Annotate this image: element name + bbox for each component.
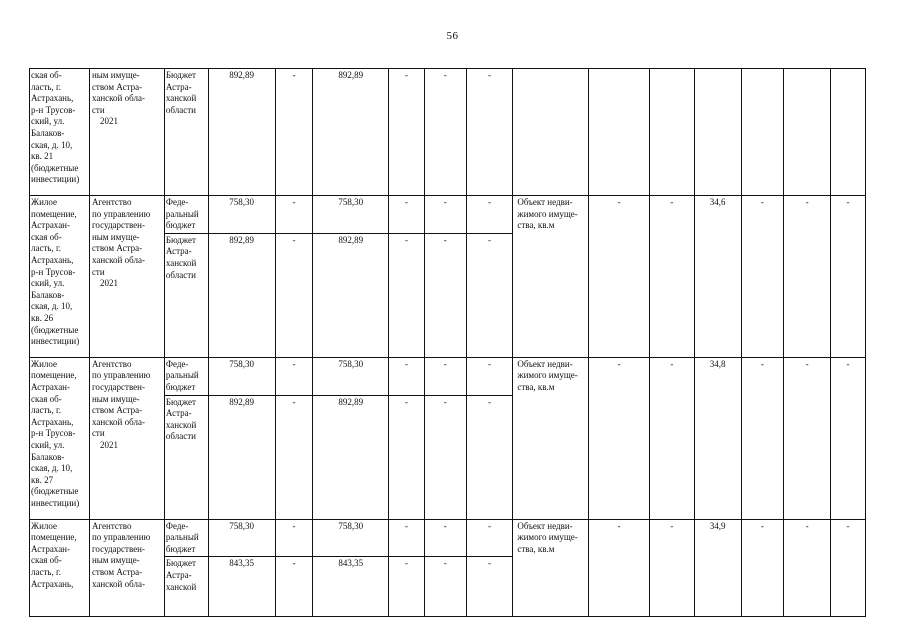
result-col-4-cell bbox=[741, 69, 784, 196]
funding-source-line: ханской bbox=[165, 93, 197, 104]
amount-prior-cell: - bbox=[275, 519, 313, 557]
result-col-6-cell bbox=[831, 69, 866, 196]
org-line: сти bbox=[91, 266, 105, 277]
funding-source-line: ханской bbox=[165, 419, 197, 430]
amount-total-cell: 758,30 bbox=[208, 196, 275, 234]
year-label: 2021 bbox=[99, 116, 118, 127]
object-name-line: Астрахан- bbox=[31, 381, 70, 392]
funding-source-cell bbox=[164, 69, 208, 196]
object-name-line: ласть, г. bbox=[31, 243, 61, 254]
result-col-5-cell: - bbox=[784, 519, 831, 617]
result-col-1-cell: - bbox=[589, 196, 650, 358]
object-kind-cell bbox=[513, 357, 589, 519]
amount-current-cell: 892,89 bbox=[313, 233, 389, 357]
object-name-line: р-н Трусов- bbox=[31, 104, 76, 115]
object-name-line: Балаков- bbox=[31, 451, 65, 462]
amount-prior-cell: - bbox=[275, 357, 313, 395]
funding-source-cell bbox=[164, 196, 208, 234]
object-name-line: ский, ул. bbox=[31, 439, 65, 450]
funding-source-line: бюджет bbox=[165, 381, 196, 392]
year-label: 2021 bbox=[99, 439, 118, 450]
org-line: ным имуще- bbox=[91, 70, 140, 80]
object-name-line: Астрахань, bbox=[31, 93, 74, 104]
org-line: Агентство bbox=[91, 520, 132, 531]
object-name-line: кв. 21 bbox=[31, 151, 54, 162]
org-line: ханской обла- bbox=[91, 93, 145, 104]
result-col-2-cell: - bbox=[649, 196, 694, 358]
amount-year2-cell: - bbox=[389, 395, 425, 519]
object-name-line: ская, д. 10, bbox=[31, 139, 73, 150]
amount-current-cell: 892,89 bbox=[313, 395, 389, 519]
amount-total-cell: 843,35 bbox=[208, 557, 275, 617]
funding-source-line: ральный bbox=[165, 208, 199, 219]
object-name-line: р-н Трусов- bbox=[31, 266, 76, 277]
amount-current-cell: 758,30 bbox=[313, 196, 389, 234]
object-name-line: кв. 26 bbox=[31, 312, 54, 323]
funding-source-line: Феде- bbox=[165, 358, 189, 369]
amount-year3-cell: - bbox=[424, 196, 466, 234]
amount-current-cell: 758,30 bbox=[313, 357, 389, 395]
object-kind-line: жимого имуще- bbox=[517, 370, 578, 381]
object-name-line: Астрахань, bbox=[31, 416, 74, 427]
object-kind-line: ства, кв.м bbox=[517, 220, 555, 231]
org-line: сти bbox=[91, 428, 105, 439]
amount-total-cell: 892,89 bbox=[208, 395, 275, 519]
funding-source-line: Феде- bbox=[165, 197, 189, 207]
amount-year3-cell: - bbox=[424, 233, 466, 357]
object-name-line: кв. 27 bbox=[31, 474, 54, 485]
object-kind-line: жимого имуще- bbox=[517, 208, 578, 219]
funding-source-line: ральный bbox=[165, 532, 199, 543]
amount-year3-cell: - bbox=[424, 395, 466, 519]
org-line: ством Астра- bbox=[91, 405, 143, 416]
funding-source-line: ральный bbox=[165, 370, 199, 381]
funding-source-line: Бюджет bbox=[165, 558, 196, 569]
object-name-line: р-н Трусов- bbox=[31, 428, 76, 439]
result-col-2-cell bbox=[649, 69, 694, 196]
funding-source-cell bbox=[164, 519, 208, 557]
responsible-org-cell bbox=[89, 357, 164, 519]
object-kind-line: ства, кв.м bbox=[517, 543, 555, 554]
org-line: ством Астра- bbox=[91, 243, 143, 254]
result-col-2-cell: - bbox=[649, 357, 694, 519]
org-line: сти bbox=[91, 104, 105, 115]
funding-source-line: ханской bbox=[165, 257, 197, 268]
funding-source-cell bbox=[164, 357, 208, 395]
responsible-org-cell bbox=[89, 196, 164, 358]
funding-source-line: области bbox=[165, 104, 196, 115]
amount-year2-cell: - bbox=[389, 233, 425, 357]
amount-total-cell: 758,30 bbox=[208, 519, 275, 557]
funding-source-cell bbox=[164, 395, 208, 519]
funding-source-line: Астра- bbox=[165, 81, 192, 92]
object-kind-cell bbox=[513, 196, 589, 358]
amount-prior-cell: - bbox=[275, 557, 313, 617]
org-line: государствен- bbox=[91, 543, 145, 554]
org-line: по управлению bbox=[91, 532, 151, 543]
object-name-cell bbox=[30, 69, 90, 196]
funding-source-line: Астра- bbox=[165, 569, 192, 580]
result-area-cell: 34,6 bbox=[694, 196, 741, 358]
funding-source-line: бюджет bbox=[165, 543, 196, 554]
object-name-line: помещение, bbox=[31, 370, 77, 381]
table-row bbox=[30, 69, 866, 196]
result-col-1-cell: - bbox=[589, 357, 650, 519]
result-area-cell bbox=[694, 69, 741, 196]
funding-source-line: Бюджет bbox=[165, 234, 196, 245]
object-kind-line: Объект недви- bbox=[517, 520, 573, 531]
result-col-6-cell: - bbox=[831, 357, 866, 519]
amount-year2-cell: - bbox=[389, 557, 425, 617]
funding-source-line: области bbox=[165, 269, 196, 280]
object-name-line: Астрахань, bbox=[31, 578, 74, 589]
funding-source-line: Бюджет bbox=[165, 396, 196, 407]
object-name-line: помещение, bbox=[31, 532, 77, 543]
result-col-4-cell: - bbox=[741, 357, 784, 519]
object-name-line: ласть, г. bbox=[31, 81, 61, 92]
org-line: ным имуще- bbox=[91, 231, 140, 242]
amount-year4-cell: - bbox=[466, 557, 513, 617]
object-name-line: ский, ул. bbox=[31, 278, 65, 289]
object-kind-line: жимого имуще- bbox=[517, 532, 578, 543]
object-name-line: Астрахань, bbox=[31, 254, 74, 265]
object-name-line: помещение, bbox=[31, 208, 77, 219]
amount-total-cell: 892,89 bbox=[208, 233, 275, 357]
object-kind-cell bbox=[513, 69, 589, 196]
amount-year4-cell: - bbox=[466, 519, 513, 557]
object-name-line: инвестиции) bbox=[31, 174, 80, 185]
amount-year2-cell: - bbox=[389, 519, 425, 557]
result-col-6-cell: - bbox=[831, 519, 866, 617]
funding-source-cell bbox=[164, 233, 208, 357]
object-name-line: ласть, г. bbox=[31, 405, 61, 416]
amount-prior-cell: - bbox=[275, 69, 313, 196]
funding-source-line: Феде- bbox=[165, 520, 189, 531]
object-kind-line: ства, кв.м bbox=[517, 381, 555, 392]
object-name-line: Жилое bbox=[31, 197, 57, 207]
amount-total-cell: 758,30 bbox=[208, 357, 275, 395]
result-col-1-cell: - bbox=[589, 519, 650, 617]
object-name-line: инвестиции) bbox=[31, 497, 80, 508]
org-line: ным имуще- bbox=[91, 555, 140, 566]
object-name-line: Балаков- bbox=[31, 127, 65, 138]
amount-year4-cell: - bbox=[466, 357, 513, 395]
object-name-line: Жилое bbox=[31, 520, 57, 531]
budget-investment-table bbox=[29, 68, 866, 617]
object-name-line: ласть, г. bbox=[31, 566, 61, 577]
object-name-line: (бюджетные bbox=[31, 486, 79, 497]
table-row bbox=[30, 196, 866, 234]
amount-year3-cell: - bbox=[424, 557, 466, 617]
object-name-line: Жилое bbox=[31, 358, 57, 369]
org-line: Агентство bbox=[91, 358, 132, 369]
object-name-line: (бюджетные bbox=[31, 162, 79, 173]
object-name-line: ская об- bbox=[31, 231, 62, 242]
object-name-cell bbox=[30, 357, 90, 519]
amount-prior-cell: - bbox=[275, 233, 313, 357]
result-area-cell: 34,8 bbox=[694, 357, 741, 519]
funding-source-line: области bbox=[165, 431, 196, 442]
org-line: по управлению bbox=[91, 208, 151, 219]
result-col-4-cell: - bbox=[741, 519, 784, 617]
result-col-5-cell: - bbox=[784, 357, 831, 519]
amount-year4-cell: - bbox=[466, 395, 513, 519]
amount-prior-cell: - bbox=[275, 395, 313, 519]
object-name-line: ская об- bbox=[31, 393, 62, 404]
result-col-1-cell bbox=[589, 69, 650, 196]
object-name-line: инвестиции) bbox=[31, 336, 80, 347]
funding-source-line: Астра- bbox=[165, 408, 192, 419]
object-name-line: Астрахан- bbox=[31, 543, 70, 554]
result-col-5-cell bbox=[784, 69, 831, 196]
org-line: ханской обла- bbox=[91, 416, 145, 427]
org-line: Агентство bbox=[91, 197, 132, 207]
amount-year3-cell: - bbox=[424, 357, 466, 395]
budget-table-sheet bbox=[29, 68, 866, 640]
object-kind-line: Объект недви- bbox=[517, 358, 573, 369]
org-line: по управлению bbox=[91, 370, 151, 381]
amount-year4-cell: - bbox=[466, 196, 513, 234]
result-col-5-cell: - bbox=[784, 196, 831, 358]
object-kind-line: Объект недви- bbox=[517, 197, 573, 207]
result-col-4-cell: - bbox=[741, 196, 784, 358]
org-line: ханской обла- bbox=[91, 254, 145, 265]
object-name-line: ская, д. 10, bbox=[31, 301, 73, 312]
object-name-line: ская, д. 10, bbox=[31, 463, 73, 474]
page-number: 56 bbox=[446, 30, 459, 42]
org-line: государствен- bbox=[91, 220, 145, 231]
object-name-line: Астрахан- bbox=[31, 220, 70, 231]
funding-source-line: бюджет bbox=[165, 220, 196, 231]
amount-current-cell: 758,30 bbox=[313, 519, 389, 557]
amount-year3-cell: - bbox=[424, 519, 466, 557]
result-col-6-cell: - bbox=[831, 196, 866, 358]
table-row bbox=[30, 357, 866, 395]
amount-current-cell: 892,89 bbox=[313, 69, 389, 196]
result-col-2-cell: - bbox=[649, 519, 694, 617]
amount-prior-cell: - bbox=[275, 196, 313, 234]
funding-source-line: Бюджет bbox=[165, 70, 196, 80]
amount-year4-cell: - bbox=[466, 69, 513, 196]
org-line: государствен- bbox=[91, 381, 145, 392]
object-name-line: ская об- bbox=[31, 555, 62, 566]
amount-year4-cell: - bbox=[466, 233, 513, 357]
org-line: ханской обла- bbox=[91, 578, 145, 589]
amount-total-cell: 892,89 bbox=[208, 69, 275, 196]
object-name-cell bbox=[30, 196, 90, 358]
object-name-line: ская об- bbox=[31, 70, 62, 80]
result-area-cell: 34,9 bbox=[694, 519, 741, 617]
funding-source-cell bbox=[164, 557, 208, 617]
amount-year3-cell: - bbox=[424, 69, 466, 196]
object-kind-cell bbox=[513, 519, 589, 617]
org-line: ством Астра- bbox=[91, 566, 143, 577]
responsible-org-cell bbox=[89, 69, 164, 196]
responsible-org-cell bbox=[89, 519, 164, 617]
org-line: ным имуще- bbox=[91, 393, 140, 404]
year-label: 2021 bbox=[99, 278, 118, 289]
object-name-line: ский, ул. bbox=[31, 116, 65, 127]
object-name-line: Балаков- bbox=[31, 289, 65, 300]
amount-year2-cell: - bbox=[389, 69, 425, 196]
object-name-cell bbox=[30, 519, 90, 617]
amount-year2-cell: - bbox=[389, 196, 425, 234]
table-row bbox=[30, 519, 866, 557]
funding-source-line: ханской bbox=[165, 581, 197, 592]
funding-source-line: Астра- bbox=[165, 246, 192, 257]
amount-year2-cell: - bbox=[389, 357, 425, 395]
amount-current-cell: 843,35 bbox=[313, 557, 389, 617]
object-name-line: (бюджетные bbox=[31, 324, 79, 335]
org-line: ством Астра- bbox=[91, 81, 143, 92]
